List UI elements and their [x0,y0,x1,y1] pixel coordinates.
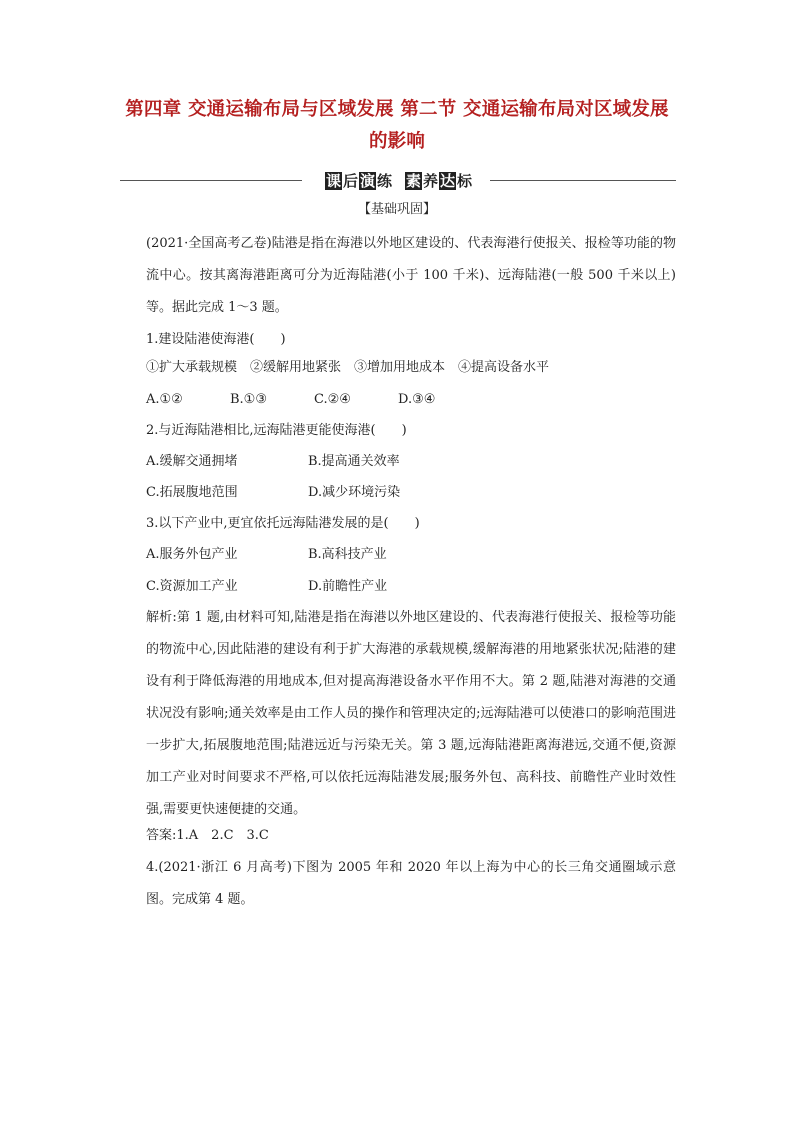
chapter-title-line2: 的影响 [368,131,426,152]
chapter-title [100,94,694,158]
question-1-option-d: D.③④ [398,392,436,407]
banner-rule-left [120,180,302,181]
banner-char-boxed: 素 [406,172,422,190]
banner-char-boxed: 达 [440,172,456,190]
banner-char: 后 [342,172,358,190]
question-1-option-b: B.①③ [230,392,267,407]
question-3-option-a: A.服务外包产业 [146,547,238,562]
question-3-stem: 3.以下产业中,更宜依托远海陆港发展的是( ) [146,516,420,531]
question-1-option-a: A.①② [146,392,183,407]
question-1-stem: 1.建设陆港使海港( ) [146,332,286,347]
question-2-option-a: A.缓解交通拥堵 [146,454,238,469]
intro-paragraph: (2021·全国高考乙卷)陆港是指在海港以外地区建设的、代表海港行使报关、报检等功能的物流中心。按其离海港距离可分为近海陆港(小于 100 千米)、远海陆港(一般 500 千米以上)等。据此完成 1～3 题。 [146,236,676,315]
banner-rule-right [490,180,676,181]
banner-char-boxed: 课 [325,172,341,190]
question-1-option-c: C.②④ [314,392,351,407]
question-3-option-b: B.高科技产业 [308,547,387,562]
question-2-option-b: B.提高通关效率 [308,454,400,469]
chapter-title-line1: 第四章 交通运输布局与区域发展 第二节 交通运输布局对区域发展 [125,99,669,120]
question-3-option-c: C.资源加工产业 [146,579,238,594]
question-2-option-d: D.减少环境污染 [308,485,401,500]
banner-char: 养 [423,172,439,190]
banner-char: 标 [457,172,473,190]
section-tag: 【基础巩固】 [357,202,436,217]
question-3-option-d: D.前瞻性产业 [308,579,388,594]
section-banner [120,170,676,192]
banner-char-boxed: 演 [359,172,375,190]
answer-line: 答案:1.A 2.C 3.C [146,828,269,843]
banner-text [310,170,486,192]
banner-char: 练 [376,172,392,190]
question-2-option-c: C.拓展腹地范围 [146,485,238,500]
question-2-stem: 2.与近海陆港相比,远海陆港更能使海港( ) [146,423,407,438]
question-1-items: ①扩大承载规模 ②缓解用地紧张 ③增加用地成本 ④提高设备水平 [146,360,550,375]
analysis-paragraph: 解析:第 1 题,由材料可知,陆港是指在海港以外地区建设的、代表海港行使报关、报检等功能的物流中心,因此陆港的建设有利于扩大海港的承载规模,缓解海港的用地紧张状况;陆港的建设有利于降低海港的用地成本,但对提高海港设备水平作用不大。第 2 题,陆港对海港的交通状况没有影响;通关效率是由工作人员的操作和管理决定的;远海陆港可以使港口的影响范围进一步扩大,拓展腹地范围;陆港远近与污染无关。第 3 题,远海陆港距离海港远,交通不便,资源加工产业对时间要求不严格,可以依托远海陆港发展;服务外包、高科技、前瞻性产业时效性强,需要更快速便捷的交通。 [146,610,676,817]
question-4-paragraph: 4.(2021·浙江 6 月高考)下图为 2005 年和 2020 年以上海为中心的长三角交通圈域示意图。完成第 4 题。 [146,860,676,907]
